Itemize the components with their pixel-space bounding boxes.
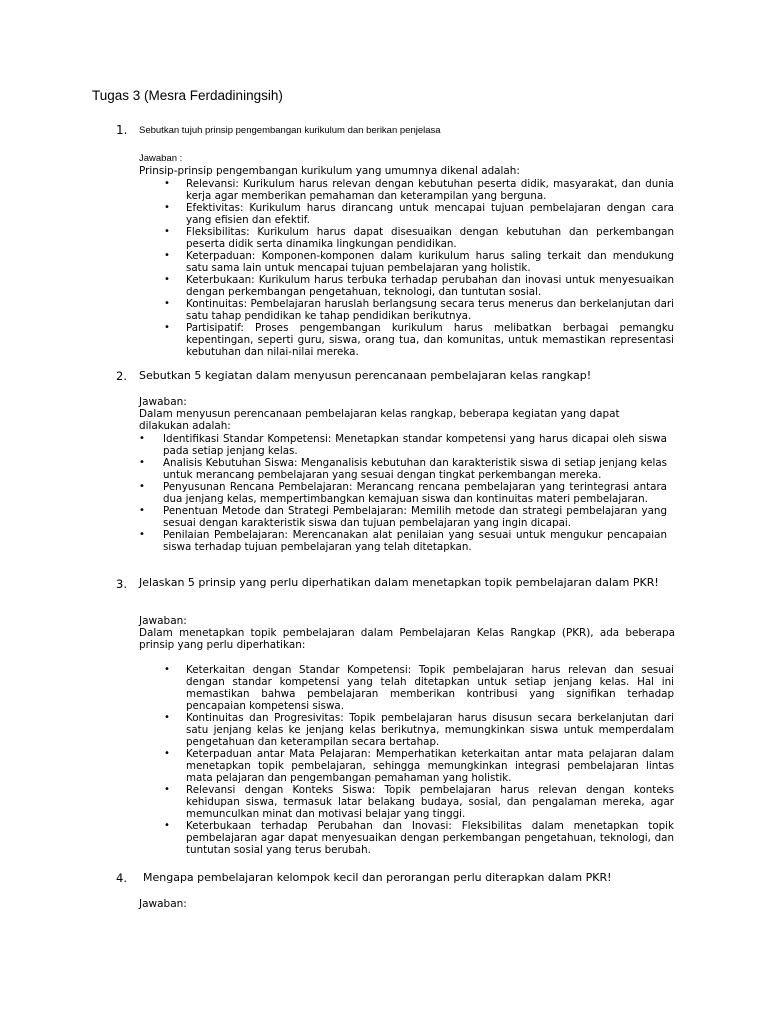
bullet-icon: • — [139, 433, 145, 444]
list-item: • Analisis Kebutuhan Siswa: Menganalisis kebutuhan dan karakteristik siswa di setiap jenjang kelas untuk merancang pembelajaran yang sesuai dengan tingkat perkembangan mereka. — [139, 457, 667, 481]
list-item: • Keterpaduan: Komponen-komponen dalam kurikulum harus saling terkait dan mendukung satu sama lain untuk mencapai tujuan pembelajaran yang holistik. — [164, 250, 674, 274]
question-1-text: Sebutkan tujuh prinsip pengembangan kurikulum dan berikan penjelasa — [139, 125, 441, 136]
list-item: • Kontinuitas dan Progresivitas: Topik pembelajaran harus disusun secara berkelanjutan dari satu jenjang kelas ke jenjang kelas berikutnya, memungkinkan siswa untuk memperdalam pengetahuan dan keterampilan secara bertahap. — [164, 712, 674, 748]
bullet-icon: • — [164, 298, 170, 309]
bullet-icon: • — [164, 202, 170, 213]
list-item: • Penyusunan Rencana Pembelajaran: Merancang rencana pembelajaran yang terintegrasi antara dua jenjang kelas, mempertimbangkan kemajuan siswa dan kontinuitas materi pembelajaran. — [139, 481, 667, 505]
question-2-intro: Dalam menyusun perencanaan pembelajaran kelas rangkap, beberapa kegiatan yang dapat dilakukan adalah: — [139, 408, 620, 432]
list-item: • Keterkaitan dengan Standar Kompetensi: Topik pembelajaran harus relevan dan sesuai dengan standar kompetensi yang telah ditetapkan untuk setiap jenjang kelas. Hal ini memastikan bahwa pembelajaran memberikan kontribusi yang signifikan terhadap pencapaian kompetensi siswa. — [164, 664, 674, 712]
bullet-icon: • — [164, 784, 170, 795]
bullet-icon: • — [164, 664, 170, 675]
question-2-text: Sebutkan 5 kegiatan dalam menyusun perencanaan pembelajaran kelas rangkap! — [139, 369, 592, 382]
bullet-icon: • — [164, 274, 170, 285]
question-2-answer-label: Jawaban: — [139, 396, 187, 408]
question-3-list — [164, 664, 674, 856]
question-2-number: 2. — [116, 369, 127, 383]
question-4-text: Mengapa pembelajaran kelompok kecil dan perorangan perlu diterapkan dalam PKR! — [143, 871, 612, 884]
list-item: • Penilaian Pembelajaran: Merencanakan alat penilaian yang sesuai untuk mengukur pencapaian siswa terhadap tujuan pembelajaran yang telah ditetapkan. — [139, 529, 667, 553]
question-3-text: Jelaskan 5 prinsip yang perlu diperhatikan dalam menetapkan topik pembelajaran dalam PKR! — [139, 576, 659, 589]
question-1-number: 1. — [116, 123, 128, 137]
list-item: • Keterbukaan: Kurikulum harus terbuka terhadap perubahan dan inovasi untuk menyesuaikan dengan perkembangan pengetahuan, teknologi, dan tuntutan sosial. — [164, 274, 674, 298]
question-3-intro: Dalam menetapkan topik pembelajaran dalam Pembelajaran Kelas Rangkap (PKR), ada beberapa prinsip yang perlu diperhatikan: — [139, 627, 675, 651]
bullet-icon: • — [139, 505, 145, 516]
list-item: • Kontinuitas: Pembelajaran haruslah berlangsung secara terus menerus dan berkelanjutan dari satu tahap pendidikan ke tahap pendidikan berikutnya. — [164, 298, 674, 322]
bullet-icon: • — [164, 820, 170, 831]
list-item: • Keterpaduan antar Mata Pelajaran: Memperhatikan keterkaitan antar mata pelajaran dalam menetapkan topik pembelajaran, sehingga memungkinkan integrasi pembelajaran lintas mata pelajaran dan pengembangan pemahaman yang holistik. — [164, 748, 674, 784]
document-title: Tugas 3 (Mesra Ferdadiningsih) — [92, 88, 283, 103]
question-2-list — [139, 433, 667, 553]
list-item: • Partisipatif: Proses pengembangan kurikulum harus melibatkan berbagai pemangku kepentingan, seperti guru, siswa, orang tua, dan komunitas, untuk memastikan representasi kebutuhan dan nilai-nilai mereka. — [164, 322, 674, 358]
bullet-icon: • — [164, 748, 170, 759]
question-1-list — [164, 178, 674, 358]
list-item: • Identifikasi Standar Kompetensi: Menetapkan standar kompetensi yang harus dicapai oleh siswa pada setiap jenjang kelas. — [139, 433, 667, 457]
list-item: • Relevansi: Kurikulum harus relevan dengan kebutuhan peserta didik, masyarakat, dan dunia kerja agar memberikan pemahaman dan keterampilan yang berguna. — [164, 178, 674, 202]
bullet-icon: • — [164, 322, 170, 333]
list-item: • Fleksibilitas: Kurikulum harus dapat disesuaikan dengan kebutuhan dan perkembangan peserta didik serta dinamika lingkungan pendidikan. — [164, 226, 674, 250]
question-1-intro: Prinsip-prinsip pengembangan kurikulum yang umumnya dikenal adalah: — [139, 165, 520, 177]
list-item: • Relevansi dengan Konteks Siswa: Topik pembelajaran harus relevan dengan konteks kehidupan siswa, termasuk latar belakang budaya, sosial, dan pengalaman mereka, agar memunculkan minat dan motivasi belajar yang tinggi. — [164, 784, 674, 820]
question-4-number: 4. — [116, 871, 127, 885]
list-item: • Keterbukaan terhadap Perubahan dan Inovasi: Fleksibilitas dalam menetapkan topik pembelajaran agar dapat menyesuaikan dengan perkembangan pengetahuan, teknologi, dan tuntutan sosial yang terus berubah. — [164, 820, 674, 856]
question-3-number: 3. — [116, 577, 127, 591]
bullet-icon: • — [164, 712, 170, 723]
list-item: • Penentuan Metode dan Strategi Pembelajaran: Memilih metode dan strategi pembelajaran yang sesuai dengan karakteristik siswa dan tujuan pembelajaran yang ingin dicapai. — [139, 505, 667, 529]
bullet-icon: • — [139, 481, 145, 492]
bullet-icon: • — [164, 178, 170, 189]
bullet-icon: • — [139, 457, 145, 468]
bullet-icon: • — [139, 529, 145, 540]
question-1-answer-label: Jawaban : — [139, 153, 183, 164]
list-item: • Efektivitas: Kurikulum harus dirancang untuk mencapai tujuan pembelajaran dengan cara yang efisien dan efektif. — [164, 202, 674, 226]
question-4-answer-label: Jawaban: — [139, 898, 187, 910]
question-3-answer-label: Jawaban: — [139, 615, 187, 627]
bullet-icon: • — [164, 250, 170, 261]
bullet-icon: • — [164, 226, 170, 237]
